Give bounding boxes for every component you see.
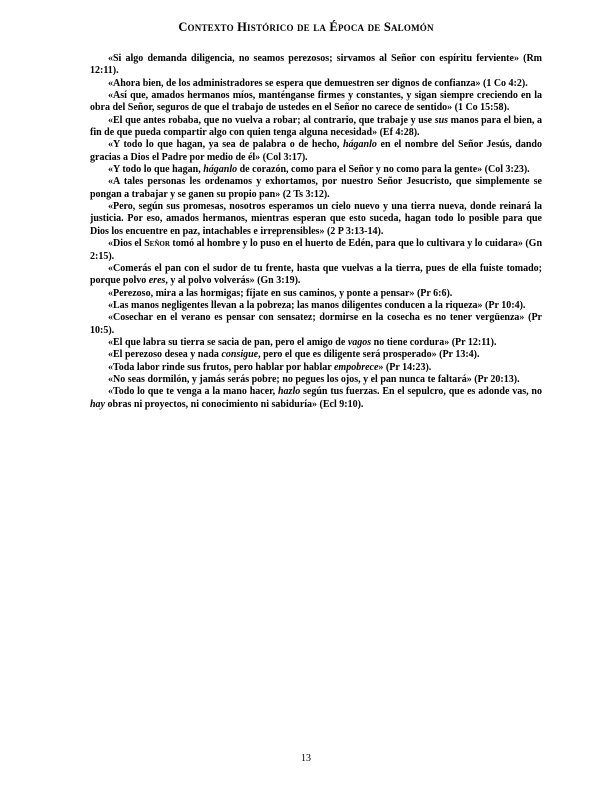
quotation-paragraph: [90, 288, 542, 300]
quotation-paragraph: [90, 312, 542, 337]
italic-text: eres: [148, 275, 166, 287]
text-run: según tus fuerzas. En el sepulcro, que es adonde vas, no: [300, 386, 542, 398]
text-run: «Comerás el pan con el sudor de tu frente, hasta que vuelvas a la tierra, pues de ella fuiste tomado; porque polvo: [90, 262, 542, 287]
italic-text: empobrece: [333, 361, 379, 373]
text-run: obras ni proyectos, ni conocimiento ni sabiduría» (Ecl 9:10).: [105, 398, 364, 410]
text-run: tomó al hombre y lo puso en el huerto de Edén, para que lo cultivara y lo cuidara» (Gn 2:15).: [90, 238, 543, 262]
text-run: «Perezoso, mira a las hormigas; fíjate en sus caminos, y ponte a pensar» (Pr 6:6).: [108, 287, 453, 299]
text-run: , y al polvo volverás» (Gn 3:19).: [165, 275, 301, 287]
text-run: «Cosechar en el verano es pensar con sensatez; dormirse en la cosecha es no tener vergüenza» (Pr 10:5).: [90, 312, 542, 336]
quotation-paragraph: [90, 90, 542, 115]
text-run: «Así que, amados hermanos míos, manténganse firmes y constantes, y sigan siempre creciendo en la obra del Señor, seguros de que el trabajo de ustedes en el Señor no carece de sentido» (1 Co 15:58).: [90, 90, 542, 114]
italic-text: hazlo: [277, 386, 301, 398]
text-run: «Pero, según sus promesas, nosotros esperamos un cielo nuevo y una tierra nueva, donde reinará la justicia. Por eso, amados hermanos, mientras esperan que esto suceda, hagan todo lo posible para que Dios los encuentre en paz, intachables e irreprensibles» (2 P 3:13-14).: [90, 201, 542, 237]
italic-text: hay: [90, 398, 105, 410]
quotation-paragraph: [90, 115, 542, 140]
quotation-paragraph: [90, 374, 542, 386]
running-header: Contexto Histórico de la Época de Salomón: [178, 20, 434, 34]
text-run: «Toda labor rinde sus frutos, pero hablar por hablar: [108, 361, 334, 373]
quotation-paragraph: [90, 164, 542, 176]
italic-text: háganlo: [203, 164, 238, 176]
quotation-paragraph: [90, 386, 542, 411]
scripture-quotations: [90, 53, 542, 411]
text-run: «El que antes robaba, que no vuelva a robar; al contrario, que trabaje y use: [108, 114, 435, 126]
text-run: «El perezoso desea y nada: [108, 349, 222, 361]
text-run: «Dios el: [108, 238, 145, 250]
quotation-paragraph: [90, 300, 542, 312]
quotation-paragraph: [90, 78, 542, 90]
text-run: «El que labra su tierra se sacia de pan, pero el amigo de: [108, 336, 348, 348]
quotation-paragraph: [90, 201, 542, 238]
quotation-paragraph: [90, 176, 542, 201]
text-run: «Y todo lo que hagan,: [108, 164, 204, 176]
small-caps-text: Señor: [144, 238, 170, 250]
text-run: «Todo lo que te venga a la mano hacer,: [108, 386, 278, 398]
text-run: «Ahora bien, de los administradores se espera que demuestren ser dignos de confianza» (1 Co 4:2).: [108, 77, 528, 89]
text-run: manos para el bien, a fin de que pueda compartir algo con quien tenga alguna necesidad» (Ef 4:28).: [90, 114, 542, 139]
text-run: » (Pr 14:23).: [378, 361, 432, 373]
quotation-paragraph: [90, 238, 542, 263]
italic-text: sus: [434, 114, 449, 126]
text-run: en el nombre del Señor Jesús, dando gracias a Dios el Padre por medio de él» (Col 3:17).: [90, 139, 542, 163]
page-number: 13: [301, 753, 311, 764]
quotation-paragraph: [90, 53, 542, 78]
italic-text: vagos: [347, 336, 372, 348]
text-run: «No seas dormilón, y jamás serás pobre; no pegues los ojos, y el pan nunca te faltará» (Pr 20:13).: [108, 373, 520, 385]
text-run: «Las manos negligentes llevan a la pobreza; las manos diligentes conducen a la riqueza» (Pr 10:4).: [108, 299, 526, 311]
quotation-paragraph: [90, 362, 542, 374]
text-run: «Si algo demanda diligencia, no seamos perezosos; sirvamos al Señor con espíritu ferviente» (Rm 12:11).: [90, 53, 542, 77]
text-run: «A tales personas les ordenamos y exhortamos, por nuestro Señor Jesucristo, que simplemente se pongan a trabajar y se ganen su propio pan» (2 Ts 3:12).: [90, 176, 542, 200]
text-run: «Y todo lo que hagan, ya sea de palabra o de hecho,: [108, 139, 343, 151]
quotation-paragraph: [90, 337, 542, 349]
italic-text: háganlo: [343, 139, 377, 151]
quotation-paragraph: [90, 263, 542, 288]
text-run: , pero el que es diligente será prosperado» (Pr 13:4).: [258, 349, 480, 361]
quotation-paragraph: [90, 139, 542, 164]
italic-text: consigue: [221, 349, 259, 361]
text-run: no tiene cordura» (Pr 12:11).: [371, 336, 497, 348]
quotation-paragraph: [90, 349, 542, 361]
text-run: de corazón, como para el Señor y no como para la gente» (Col 3:23).: [237, 164, 530, 176]
